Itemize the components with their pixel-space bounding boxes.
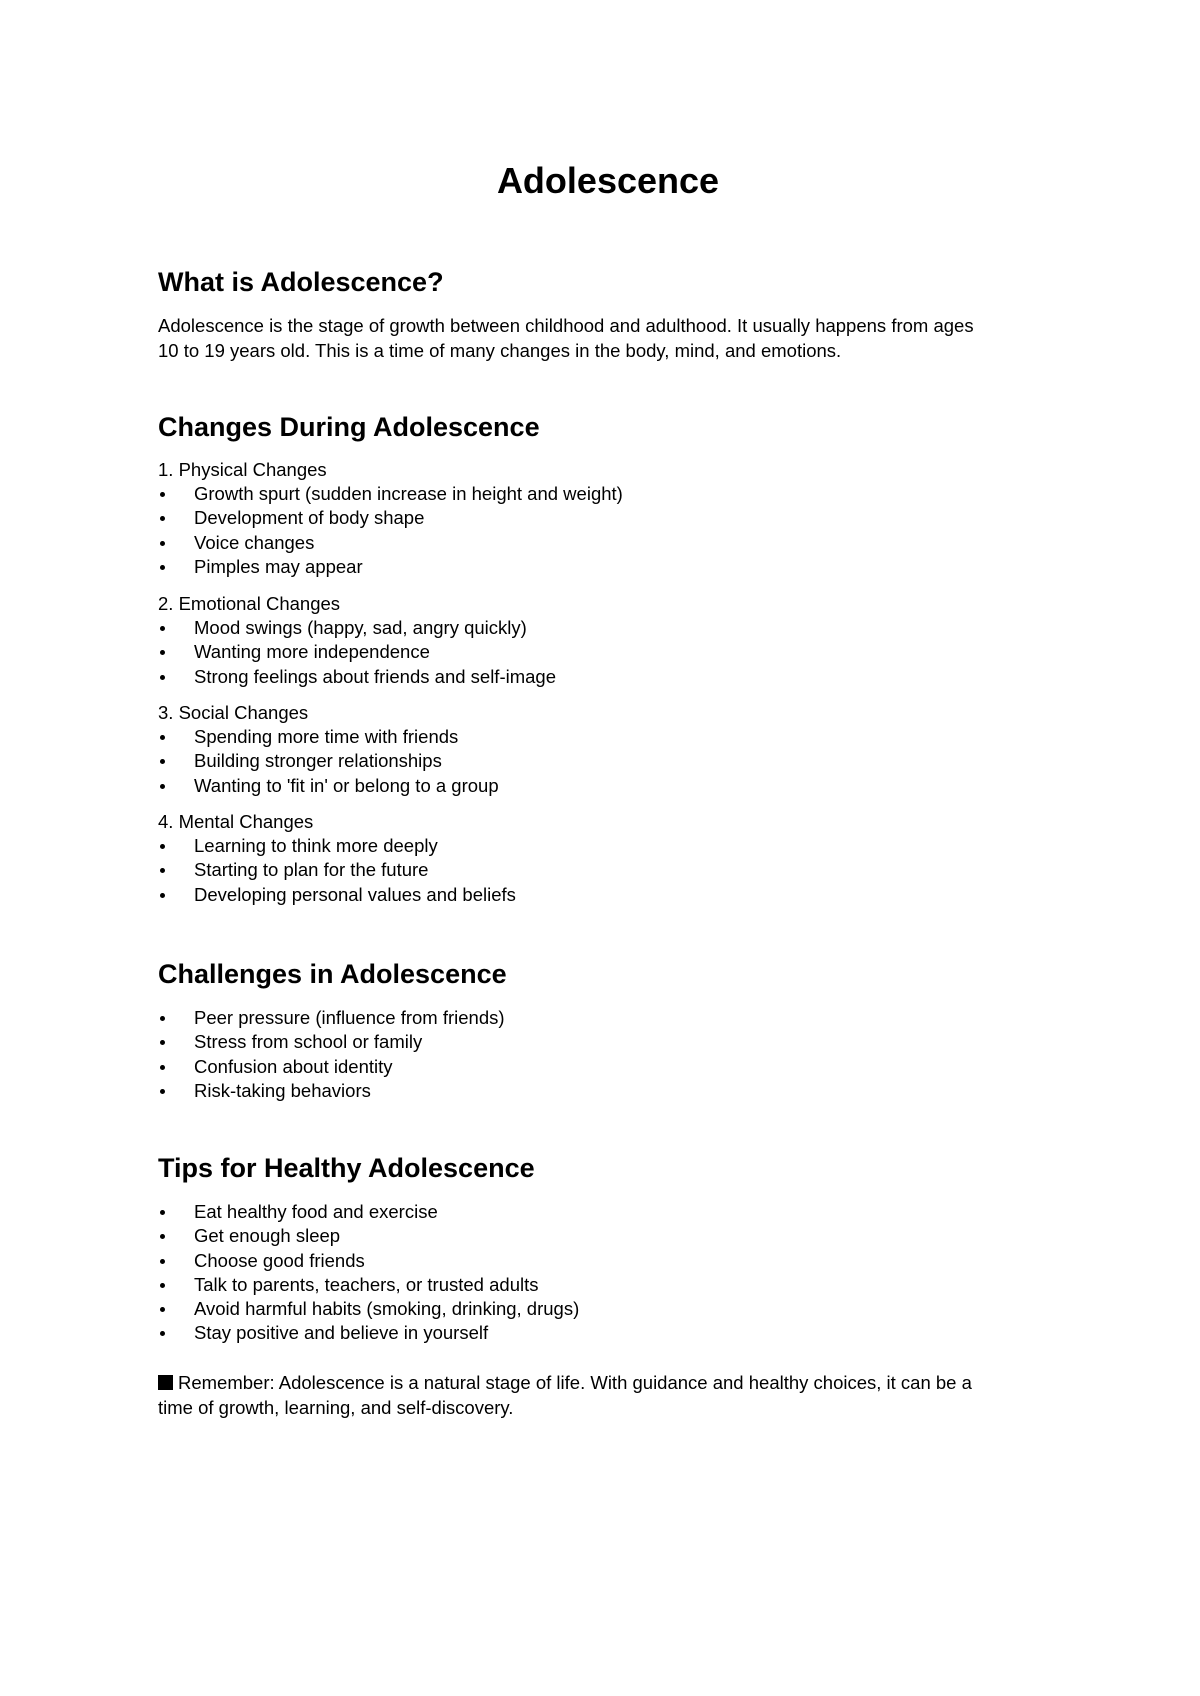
list-item: Risk-taking behaviors bbox=[158, 1079, 505, 1103]
bullet-icon bbox=[160, 1065, 165, 1070]
list-item: Voice changes bbox=[158, 531, 623, 555]
list-item: Starting to plan for the future bbox=[158, 858, 516, 882]
list-item: Peer pressure (influence from friends) bbox=[158, 1006, 505, 1030]
bullet-icon bbox=[160, 492, 165, 497]
bullet-icon bbox=[160, 675, 165, 680]
bullet-icon bbox=[160, 759, 165, 764]
bullet-icon bbox=[160, 650, 165, 655]
bullet-icon bbox=[160, 565, 165, 570]
bullet-icon bbox=[160, 1234, 165, 1239]
list-item: Mood swings (happy, sad, angry quickly) bbox=[158, 616, 556, 640]
intro-line-1: Adolescence is the stage of growth between childhood and adulthood. It usually happens from ages bbox=[158, 315, 974, 336]
bullet-icon bbox=[160, 1307, 165, 1312]
heading-what-is-adolescence: What is Adolescence? bbox=[158, 267, 444, 297]
bullet-icon bbox=[160, 1089, 165, 1094]
list-item: Building stronger relationships bbox=[158, 749, 499, 773]
bullet-icon bbox=[160, 1283, 165, 1288]
list-item: Stay positive and believe in yourself bbox=[158, 1321, 579, 1345]
list-item: Choose good friends bbox=[158, 1249, 579, 1273]
bullet-icon bbox=[160, 1016, 165, 1021]
document-title: Adolescence bbox=[496, 160, 720, 201]
bullet-icon bbox=[160, 626, 165, 631]
intro-line-2: 10 to 19 years old. This is a time of many changes in the body, mind, and emotions. bbox=[158, 340, 842, 361]
emotional-changes-list bbox=[158, 616, 556, 689]
mental-changes-list bbox=[158, 834, 516, 907]
list-item: Stress from school or family bbox=[158, 1030, 505, 1054]
list-item: Eat healthy food and exercise bbox=[158, 1200, 579, 1224]
heading-tips: Tips for Healthy Adolescence bbox=[158, 1153, 535, 1183]
list-item: Talk to parents, teachers, or trusted adults bbox=[158, 1273, 579, 1297]
list-item: Learning to think more deeply bbox=[158, 834, 516, 858]
bullet-icon bbox=[160, 516, 165, 521]
bullet-icon bbox=[160, 893, 165, 898]
heading-challenges: Challenges in Adolescence bbox=[158, 959, 507, 989]
group-label-mental: 4. Mental Changes bbox=[158, 811, 314, 832]
bullet-icon bbox=[160, 1331, 165, 1336]
remember-line-1: Remember: Adolescence is a natural stage of life. With guidance and healthy choices, it can be a bbox=[158, 1370, 1058, 1395]
list-item: Development of body shape bbox=[158, 506, 623, 530]
bullet-icon bbox=[160, 844, 165, 849]
bullet-icon bbox=[160, 868, 165, 873]
group-label-social: 3. Social Changes bbox=[158, 702, 309, 723]
list-item: Developing personal values and beliefs bbox=[158, 883, 516, 907]
bullet-icon bbox=[160, 784, 165, 789]
list-item: Wanting more independence bbox=[158, 640, 556, 664]
list-item: Pimples may appear bbox=[158, 555, 623, 579]
list-item: Get enough sleep bbox=[158, 1224, 579, 1248]
tips-list bbox=[158, 1200, 579, 1346]
group-label-emotional: 2. Emotional Changes bbox=[158, 593, 341, 614]
bullet-icon bbox=[160, 541, 165, 546]
list-item: Spending more time with friends bbox=[158, 725, 499, 749]
list-item: Strong feelings about friends and self-image bbox=[158, 665, 556, 689]
remember-line-2: time of growth, learning, and self-discovery. bbox=[158, 1397, 514, 1418]
heading-changes: Changes During Adolescence bbox=[158, 412, 540, 442]
black-square-icon bbox=[158, 1375, 173, 1390]
list-item: Confusion about identity bbox=[158, 1055, 505, 1079]
challenges-list bbox=[158, 1006, 505, 1103]
physical-changes-list bbox=[158, 482, 623, 579]
group-label-physical: 1. Physical Changes bbox=[158, 459, 327, 480]
list-item: Wanting to 'fit in' or belong to a group bbox=[158, 774, 499, 798]
list-item: Growth spurt (sudden increase in height and weight) bbox=[158, 482, 623, 506]
social-changes-list bbox=[158, 725, 499, 798]
list-item: Avoid harmful habits (smoking, drinking, drugs) bbox=[158, 1297, 579, 1321]
bullet-icon bbox=[160, 1040, 165, 1045]
bullet-icon bbox=[160, 1210, 165, 1215]
bullet-icon bbox=[160, 735, 165, 740]
bullet-icon bbox=[160, 1259, 165, 1264]
